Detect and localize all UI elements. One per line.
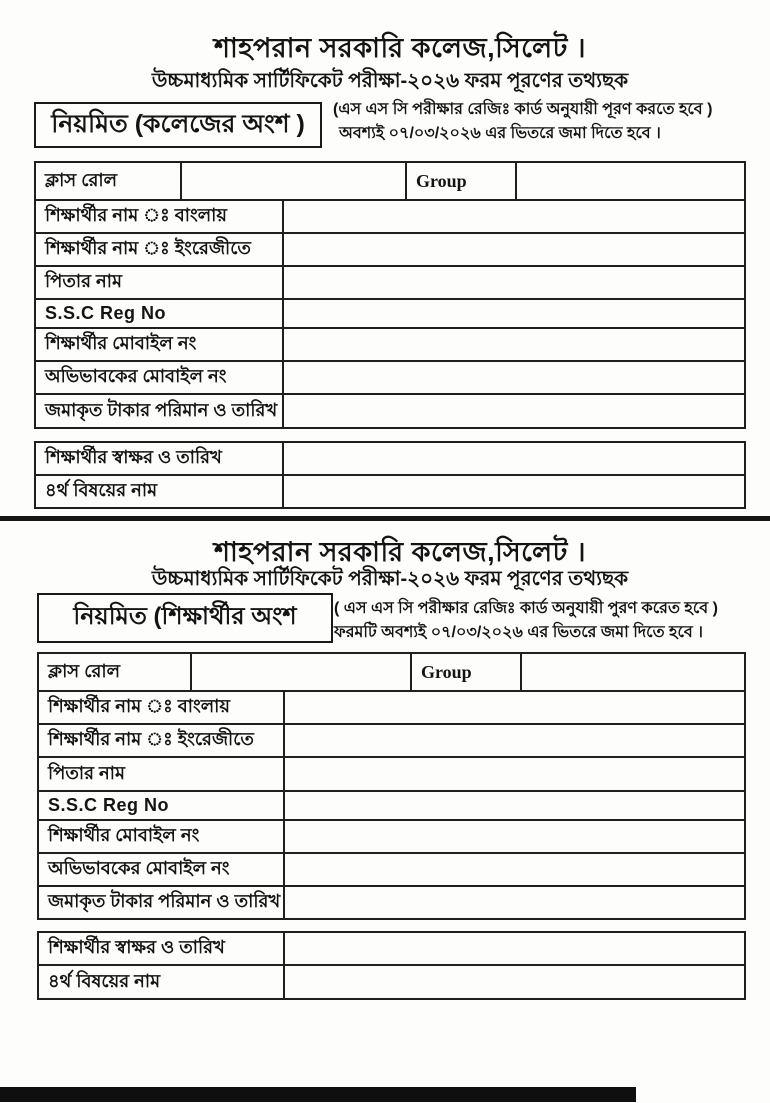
group-value-cell [521, 653, 745, 691]
field-label: S.S.C Reg No [35, 299, 283, 328]
table-row [35, 200, 745, 233]
fill-instruction-note: (এস এস সি পরীক্ষার রেজিঃ কার্ড অনুযায়ী পূরণ করতে হবে ) [333, 101, 713, 118]
field-label: শিক্ষার্থীর নাম ঃ বাংলায় [35, 200, 283, 233]
table-row [35, 162, 745, 200]
field-label: শিক্ষার্থীর নাম ঃ ইংরেজীতে [35, 233, 283, 266]
field-label: শিক্ষার্থীর মোবাইল নং [35, 328, 283, 361]
field-value-cell [283, 266, 745, 299]
field-value-cell [283, 200, 745, 233]
table-row [38, 886, 745, 919]
table-row [38, 653, 745, 691]
field-value-cell [284, 932, 745, 965]
class-roll-label: ক্লাস রোল [38, 653, 191, 691]
table-row [35, 475, 745, 508]
class-roll-label: ক্লাস রোল [35, 162, 181, 200]
field-value-cell [284, 853, 745, 886]
student-info-table [34, 199, 746, 429]
field-label: পিতার নাম [38, 757, 284, 791]
field-value-cell [284, 820, 745, 853]
instruction-notes [333, 98, 767, 146]
group-label: Group [411, 653, 521, 691]
college-name-title: শাহপরান সরকারি কলেজ,সিলেট । [213, 33, 586, 63]
table-row [35, 233, 745, 266]
table-row [38, 791, 745, 820]
field-value-cell [283, 361, 745, 394]
table-row [35, 442, 745, 475]
field-label: জমাকৃত টাকার পরিমান ও তারিখ [38, 886, 284, 919]
field-value-cell [284, 965, 745, 999]
field-label: অভিভাবকের মোবাইল নং [38, 853, 284, 886]
field-label: শিক্ষার্থীর মোবাইল নং [38, 820, 284, 853]
candidate-type-box-student: নিয়মিত (শিক্ষার্থীর অংশ [37, 593, 333, 643]
field-value-cell [283, 394, 745, 428]
field-value-cell [283, 328, 745, 361]
field-value-cell [284, 691, 745, 724]
fill-instruction-note: ( এস এস সি পরীক্ষার রেজিঃ কার্ড অনুযায়ী পুরণ করেত হবে ) [334, 600, 718, 617]
student-info-table [37, 690, 746, 920]
class-roll-value-cell [191, 653, 411, 691]
field-value-cell [283, 442, 745, 475]
field-value-cell [284, 757, 745, 791]
roll-group-table [37, 652, 746, 692]
table-row [38, 853, 745, 886]
field-label: শিক্ষার্থীর স্বাক্ষর ও তারিখ [35, 442, 283, 475]
class-roll-value-cell [181, 162, 406, 200]
instruction-notes [334, 597, 768, 645]
roll-group-table [34, 161, 746, 201]
group-label: Group [406, 162, 516, 200]
field-value-cell [284, 724, 745, 757]
deadline-note: অবশ্যই ০৭/০৩/২০২৬ এর ভিতরে জমা দিতে হবে । [339, 125, 661, 142]
table-row [38, 757, 745, 791]
table-row [35, 266, 745, 299]
signature-table [34, 441, 746, 509]
table-row [35, 394, 745, 428]
field-value-cell [284, 791, 745, 820]
table-row [35, 361, 745, 394]
field-value-cell [283, 475, 745, 508]
group-value-cell [516, 162, 745, 200]
field-label: অভিভাবকের মোবাইল নং [35, 361, 283, 394]
signature-table [37, 931, 746, 1000]
college-name-title: শাহপরান সরকারি কলেজ,সিলেট । [213, 537, 586, 567]
field-label: শিক্ষার্থীর স্বাক্ষর ও তারিখ [38, 932, 284, 965]
table-row [38, 724, 745, 757]
table-row [35, 299, 745, 328]
section-divider [0, 516, 770, 521]
exam-subtitle: উচ্চমাধ্যমিক সার্টিফিকেট পরীক্ষা-২০২৬ ফরম পূরণের তথ্যছক [151, 568, 629, 590]
field-value-cell [284, 886, 745, 919]
table-row [35, 328, 745, 361]
candidate-type-box-college: নিয়মিত (কলেজের অংশ ) [34, 102, 322, 148]
exam-subtitle: উচ্চমাধ্যমিক সার্টিফিকেট পরীক্ষা-২০২৬ ফরম পূরণের তথ্যছক [151, 70, 629, 92]
table-row [38, 965, 745, 999]
field-label: শিক্ষার্থীর নাম ঃ ইংরেজীতে [38, 724, 284, 757]
table-row [38, 820, 745, 853]
field-label: ৪র্থ বিষয়ের নাম [35, 475, 283, 508]
field-label: S.S.C Reg No [38, 791, 284, 820]
field-label: ৪র্থ বিষয়ের নাম [38, 965, 284, 999]
deadline-note: ফরমটি অবশ্যই ০৭/০৩/২০২৬ এর ভিতরে জমা দিতে হবে । [334, 624, 703, 641]
table-row [38, 691, 745, 724]
field-label: জমাকৃত টাকার পরিমান ও তারিখ [35, 394, 283, 428]
field-label: শিক্ষার্থীর নাম ঃ বাংলায় [38, 691, 284, 724]
field-value-cell [283, 233, 745, 266]
bottom-scan-artifact-bar [0, 1087, 636, 1102]
field-value-cell [283, 299, 745, 328]
field-label: পিতার নাম [35, 266, 283, 299]
table-row [38, 932, 745, 965]
